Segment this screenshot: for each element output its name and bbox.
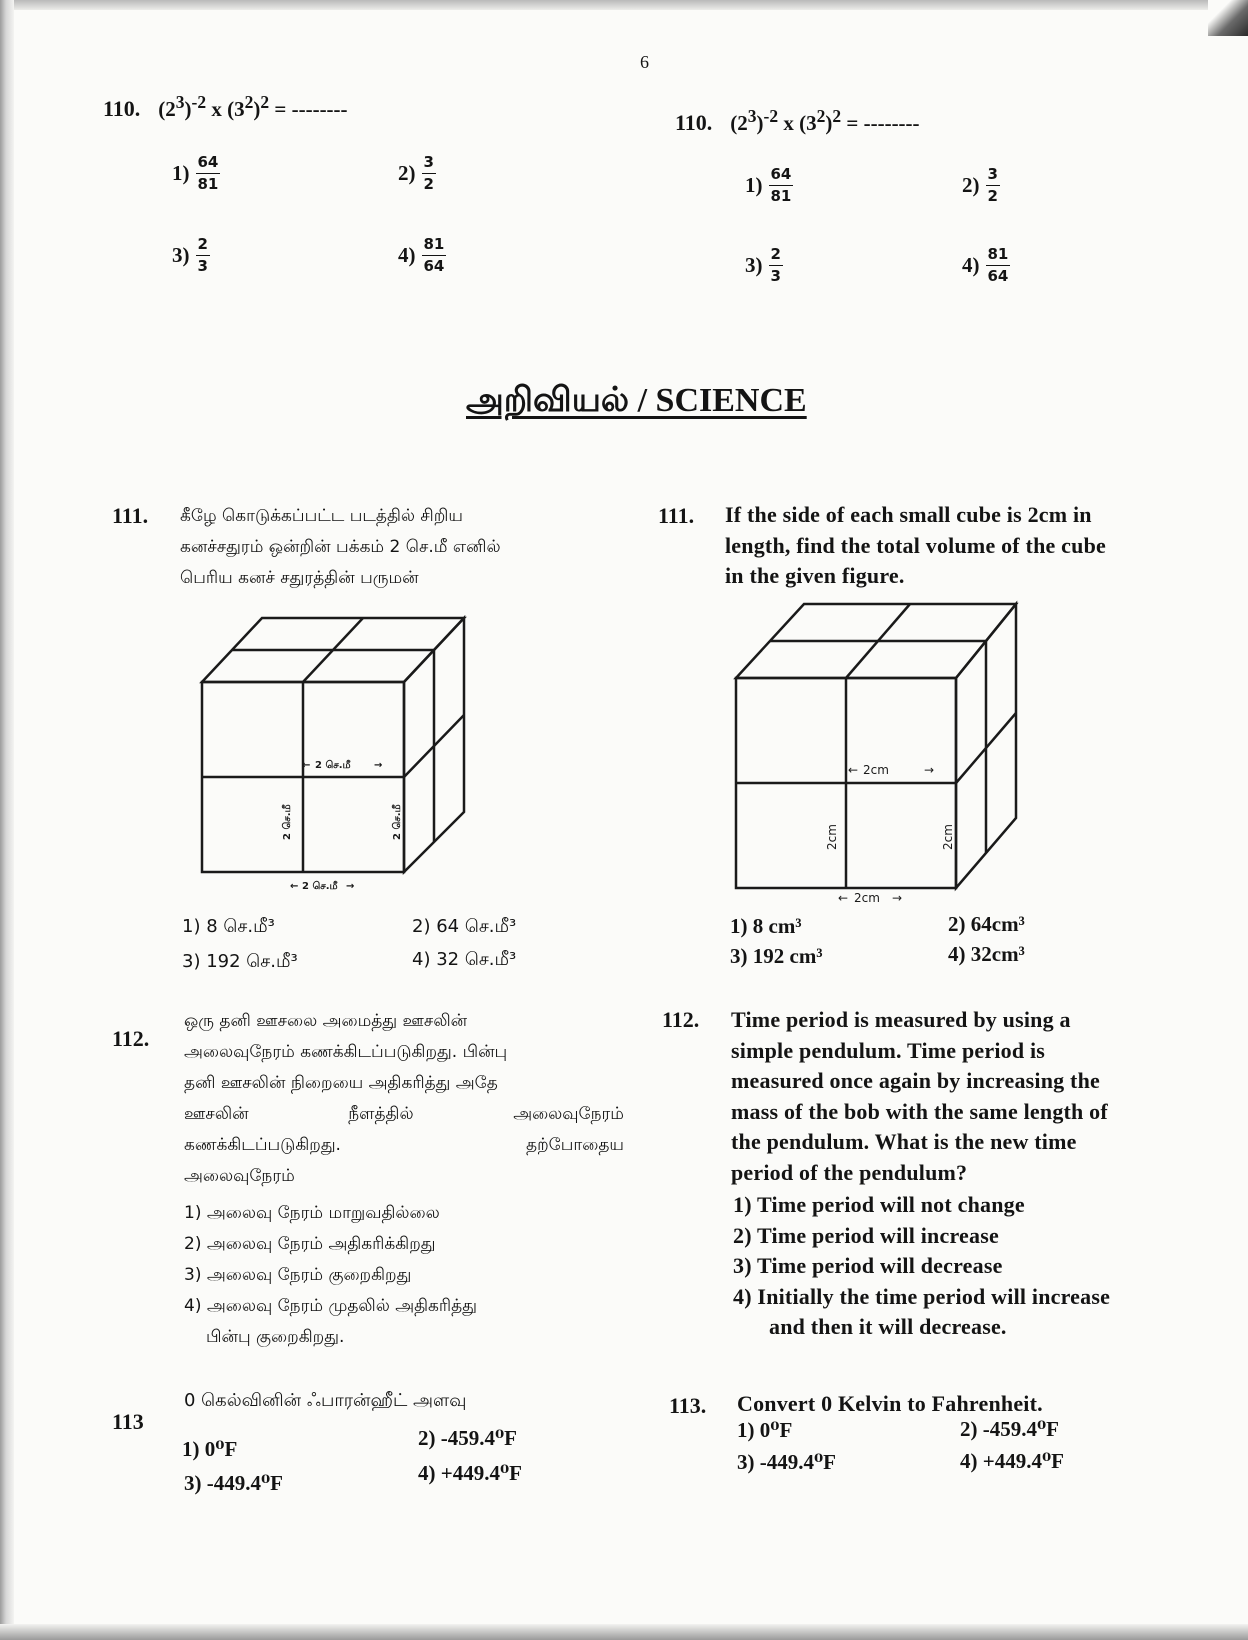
svg-text:→: → [346, 881, 355, 892]
q112-tamil-option-1: 1) அலைவு நேரம் மாறுவதில்லை [184, 1203, 440, 1223]
q110-right-option-2: 2) $\frac{3}{2}$ [962, 165, 998, 205]
q111-left-number: 111. [112, 503, 149, 528]
cube-figure-english [720, 596, 1020, 906]
q110-right-number: 110. [675, 110, 713, 135]
q111-right-number: 111. [658, 503, 695, 528]
q112-english-option-4: 4) Initially the time period will increase [733, 1283, 1111, 1309]
q110-left-expression: $(2^3)^{-2}$ x $(3^2)^2$ = -------- [158, 92, 348, 121]
scan-top-edge [0, 0, 1248, 10]
scan-corner-shadow [1208, 0, 1248, 36]
q110-left-option-1: 1) $\frac{64}{81}$ [172, 153, 219, 193]
dim-label-right: 2cm [941, 824, 955, 850]
svg-text:←: ← [848, 763, 859, 777]
q112-english-option-1: 1) Time period will not change [733, 1192, 1025, 1217]
q112-tamil-option-4-cont: பின்பு குறைகிறது. [206, 1327, 345, 1347]
q110-left-option-4: 4) $\frac{81}{64}$ [398, 235, 445, 275]
q111-english-option-3: 3) 192 cm³ [730, 944, 823, 968]
q113-right-number: 113. [669, 1393, 707, 1418]
scan-left-edge [0, 0, 14, 1640]
svg-text:←: ← [290, 881, 299, 892]
q113-tamil-option-1: 1) 0⁰F [182, 1437, 238, 1461]
q110-right-expression: $(2^3)^{-2}$ x $(3^2)^2$ = -------- [730, 106, 920, 135]
svg-text:→: → [374, 760, 383, 771]
q113-tamil-question: 0 கெல்வினின் ஃபாரன்ஹீட் அளவு [184, 1390, 467, 1411]
q110-left-option-3: 3) $\frac{2}{3}$ [172, 235, 208, 275]
q112-tamil-options [184, 1198, 477, 1353]
svg-text:←: ← [838, 891, 849, 905]
q110-right [675, 106, 920, 136]
dim-label-top: 2cm [863, 763, 889, 777]
q112-tamil-option-2: 2) அலைவு நேரம் அதிகரிக்கிறது [184, 1234, 436, 1254]
q111-tamil-option-3: 3) 192 செ.மீ³ [182, 951, 298, 972]
q113-tamil-option-3: 3) -449.4⁰F [184, 1471, 284, 1495]
q112-tamil-question: ஒரு தனி ஊசலை அமைத்து ஊசலின் அலைவுநேரம் கணக்கிடப்படுகிறது. பின்பு தனி ஊசலின் நிறையை அதிகரித்து அதே ஊசலின் நீளத்தில் அலைவுநேரம் கணக்கிடப்படுகிறது. தற்போதைய அலைவுநேரம் [184, 1011, 624, 1186]
q111-tamil-option-1: 1) 8 செ.மீ³ [182, 916, 275, 937]
svg-text:→: → [924, 763, 935, 777]
q111-tamil-question: கீழே கொடுக்கப்பட்ட படத்தில் சிறிய கனச்சதுரம் ஒன்றின் பக்கம் 2 செ.மீ எனில் பெரிய கனச் சதுரத்தின் பருமன் [180, 506, 501, 588]
page-number: 6 [640, 52, 649, 72]
cube-figure-tamil [190, 600, 470, 900]
dim-label-right: 2 செ.மீ [392, 804, 403, 840]
q112-english-question: Time period is measured by using a simple pendulum. Time period is measured once again by increasing the mass of the bob with the same length of the pendulum. What is the new time period of the pendulum? [731, 1007, 1108, 1185]
q112-english-option-2: 2) Time period will increase [733, 1222, 999, 1248]
dim-label-left: 2 செ.மீ [282, 804, 293, 840]
svg-text:←: ← [302, 760, 311, 771]
q111-english-question: If the side of each small cube is 2cm in length, find the total volume of the cube in the given figure. [725, 502, 1106, 588]
scan-bottom-edge [0, 1624, 1248, 1640]
q111-english-option-2: 2) 64cm³ [948, 912, 1025, 936]
q111-tamil-option-2: 2) 64 செ.மீ³ [412, 916, 517, 937]
q110-right-option-1: 1) $\frac{64}{81}$ [745, 165, 792, 205]
q111-tamil-option-4: 4) 32 செ.மீ³ [412, 949, 517, 970]
q110-left-number: 110. [103, 96, 141, 121]
q113-english-question: Convert 0 Kelvin to Fahrenheit. [737, 1391, 1043, 1416]
q110-left [103, 92, 348, 122]
q112-tamil-option-3: 3) அலைவு நேரம் குறைகிறது [184, 1265, 412, 1285]
q113-english-option-4: 4) +449.4⁰F [960, 1449, 1064, 1473]
svg-text:→: → [892, 891, 903, 905]
science-heading: அறிவியல் / SCIENCE [466, 382, 807, 419]
dim-label-bottom: 2 செ.மீ [302, 881, 338, 892]
q113-tamil-option-2: 2) -459.4⁰F [418, 1426, 518, 1450]
q110-left-option-2: 2) $\frac{3}{2}$ [398, 153, 434, 193]
q110-right-option-3: 3) $\frac{2}{3}$ [745, 245, 781, 285]
q112-left-number: 112. [112, 1026, 150, 1051]
q112-english-options [733, 1190, 1110, 1343]
q113-left-number: 113 [112, 1409, 144, 1434]
q112-tamil-option-4: 4) அலைவு நேரம் முதலில் அதிகரித்து [184, 1296, 477, 1316]
q111-english-option-4: 4) 32cm³ [948, 942, 1025, 966]
q112-right-number: 112. [662, 1007, 700, 1032]
q112-english-option-3: 3) Time period will decrease [733, 1253, 1003, 1278]
dim-label-left: 2cm [825, 824, 839, 850]
q110-right-option-4: 4) $\frac{81}{64}$ [962, 245, 1009, 285]
q111-english-option-1: 1) 8 cm³ [730, 914, 802, 938]
q113-english-option-1: 1) 0⁰F [737, 1418, 793, 1442]
q112-english-option-4-cont: and then it will decrease. [769, 1314, 1007, 1339]
q113-english-option-2: 2) -459.4⁰F [960, 1417, 1060, 1441]
q113-tamil-option-4: 4) +449.4⁰F [418, 1461, 522, 1485]
dim-label-top: 2 செ.மீ [315, 760, 351, 771]
dim-label-bottom: 2cm [854, 891, 880, 905]
q113-english-option-3: 3) -449.4⁰F [737, 1450, 837, 1474]
